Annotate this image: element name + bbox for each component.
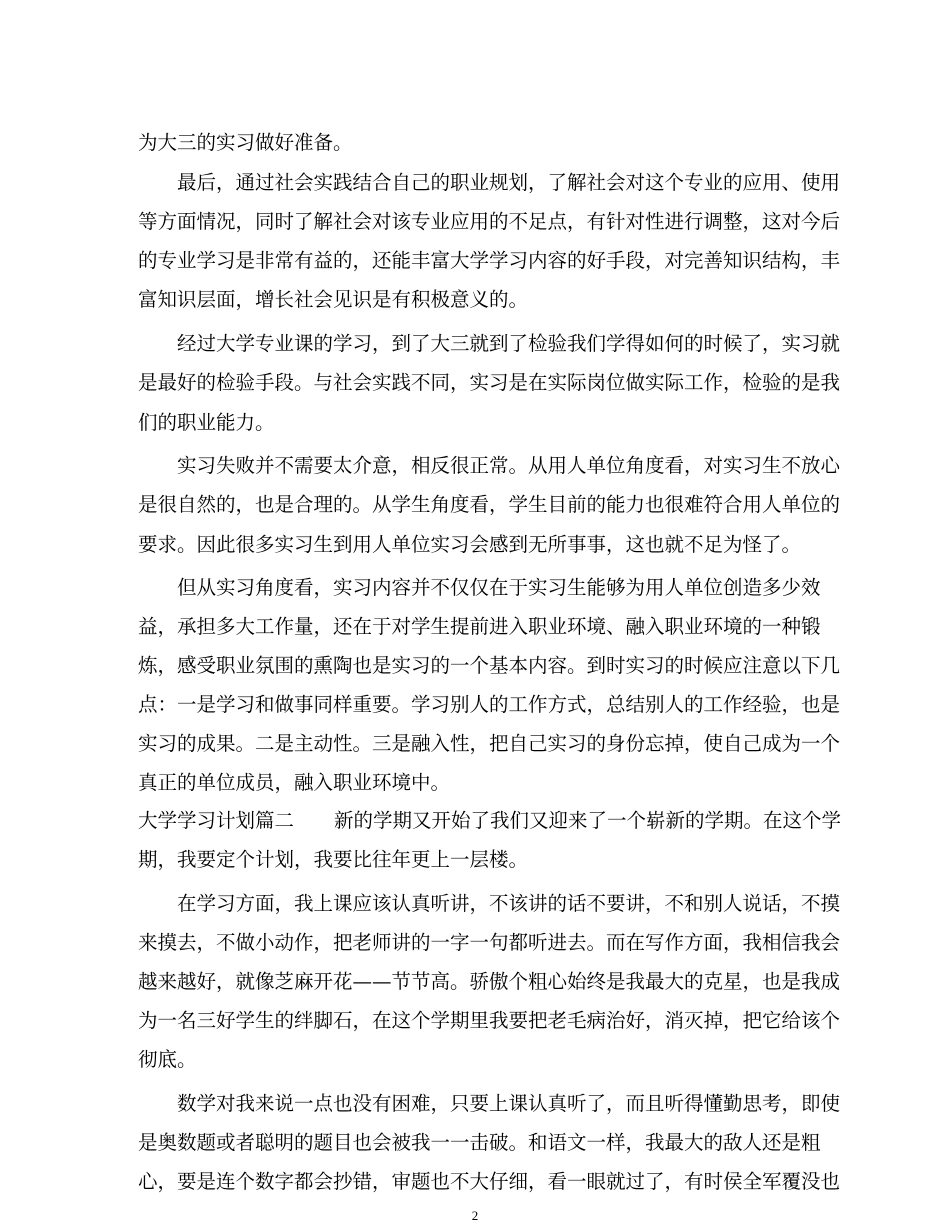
section-heading: 大学学习计划篇二	[138, 809, 295, 832]
paragraph-line: 是最好的检验手段。与社会实践不同，实习是在实际岗位做实际工作，检验的是我	[138, 371, 841, 394]
paragraph-line: 期，我要定个计划，我要比往年更上一层楼。	[138, 848, 529, 871]
paragraph-line: 实习的成果。二是主动性。三是融入性，把自己实习的身份忘掉，使自己成为一个	[138, 732, 841, 755]
paragraph-text: 新的学期又开始了我们又迎来了一个崭新的学期。在这个学	[334, 809, 842, 832]
paragraph-line: 炼，感受职业氛围的熏陶也是实习的一个基本内容。到时实习的时候应注意以下几	[138, 654, 841, 677]
page-number: 2	[471, 1208, 479, 1223]
paragraph-line: 在学习方面，我上课应该认真听讲，不该讲的话不要讲，不和别人说话，不摸	[177, 892, 841, 915]
paragraph-line: 心，要是连个数字都会抄错，审题也不大仔细，看一眼就过了，有时侯全军覆没也	[138, 1170, 841, 1193]
paragraph-line: 数学对我来说一点也没有困难，只要上课认真听了，而且听得懂勤思考，即使	[177, 1092, 841, 1115]
paragraph-line: 最后，通过社会实践结合自己的职业规划，了解社会对这个专业的应用、使用	[177, 171, 841, 194]
paragraph-line: 为一名三好学生的绊脚石，在这个学期里我要把老毛病治好，消灭掉，把它给该个	[138, 1009, 841, 1032]
paragraph-line: 点：一是学习和做事同样重要。学习别人的工作方式，总结别人的工作经验，也是	[138, 693, 841, 716]
paragraph-line: 真正的单位成员，融入职业环境中。	[138, 771, 451, 794]
paragraph-line: 的专业学习是非常有益的，还能丰富大学学习内容的好手段，对完善知识结构，丰	[138, 249, 841, 272]
paragraph-line: 益，承担多大工作量，还在于对学生提前进入职业环境、融入职业环境的一种锻	[138, 615, 821, 638]
paragraph-line: 富知识层面，增长社会见识是有积极意义的。	[138, 288, 529, 311]
paragraph-line: 来摸去，不做小动作，把老师讲的一字一句都听进去。而在写作方面，我相信我会	[138, 931, 841, 954]
paragraph-line: 经过大学专业课的学习，到了大三就到了检验我们学得如何的时候了，实习就	[177, 332, 841, 355]
paragraph-line: 但从实习角度看，实习内容并不仅仅在于实习生能够为用人单位创造多少效	[177, 576, 821, 599]
paragraph-line: 是很自然的，也是合理的。从学生角度看，学生目前的能力也很难符合用人单位的	[138, 493, 841, 516]
heading-line	[138, 808, 841, 834]
paragraph-line: 为大三的实习做好准备。	[138, 131, 353, 154]
paragraph-line: 实习失败并不需要太介意，相反很正常。从用人单位角度看，对实习生不放心	[177, 454, 841, 477]
paragraph-line: 要求。因此很多实习生到用人单位实习会感到无所事事，这也就不足为怪了。	[138, 533, 802, 556]
paragraph-line: 们的职业能力。	[138, 411, 275, 434]
paragraph-line: 越来越好，就像芝麻开花——节节高。骄傲个粗心始终是我最大的克星，也是我成	[138, 970, 841, 993]
paragraph-line: 是奥数题或者聪明的题目也会被我一一击破。和语文一样，我最大的敌人还是粗	[138, 1131, 821, 1154]
paragraph-line: 等方面情况，同时了解社会对该专业应用的不足点，有针对性进行调整，这对今后	[138, 210, 841, 233]
paragraph-line: 彻底。	[138, 1048, 197, 1071]
